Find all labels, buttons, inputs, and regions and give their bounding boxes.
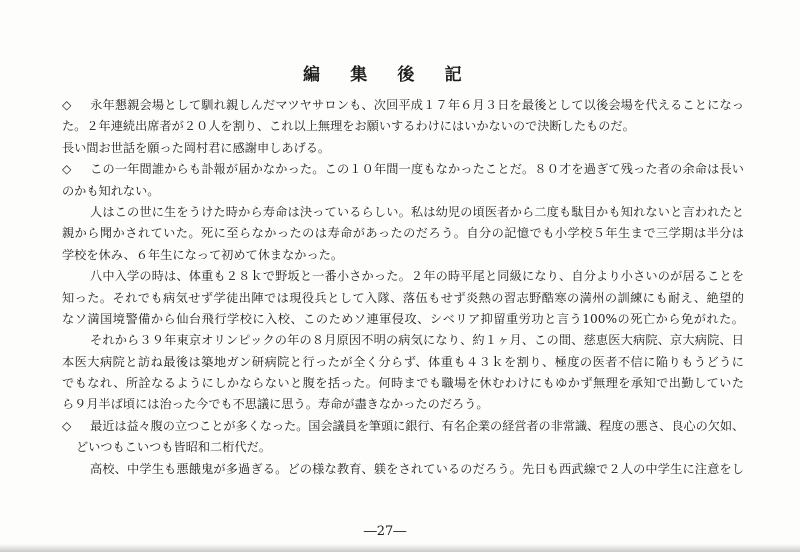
body-line: 知った。それでも病気せず学徒出陣では現役兵として入隊、落伍もせず炎熱の習志野酷寒の満州の訓練にも耐え、絶望的 [62, 290, 744, 305]
diamond-marker: ◇ [62, 162, 72, 177]
body-line-text: 永年懇親会場として馴れ親しんだマツヤサロンも、次回平成１７年６月３日を最後として以後会場を代えることになっ [90, 98, 744, 112]
body-line: でもなれ、所詮なるようにしかならないと腹を括った。何時までも職場を休むわけにもゆかず無理を承知で出勤していた [62, 376, 744, 391]
body-line [62, 95, 744, 116]
body-text [62, 95, 744, 480]
page-title: 編 集 後 記 [303, 65, 469, 85]
body-line: どいつもこいつも皆昭和二桁代だ。 [76, 440, 271, 455]
body-line-text: この一年間誰からも訃報が届かなかった。この１０年間一度もなかったことだ。８０才を過ぎて残った者の余命は長い [90, 162, 744, 177]
body-line: なソ満国境警備から仙台飛行学校に入校、このためソ連軍侵攻、シベリア抑留重労功と言う100%の死亡から免がれた。 [62, 311, 744, 326]
body-line: 本医大病院と訪ね最後は築地ガン研病院と行ったが全く分らず、体重も４３ｋを割り、極度の医者不信に陥りもうどうに [62, 354, 744, 369]
body-line: ら９月半ば頃には治った今でも不思議に思う。寿命が盡きなかったのだろう。 [62, 397, 489, 412]
body-line [62, 416, 744, 437]
body-line: のかも知れない。 [62, 183, 160, 198]
body-line: 八中入学の時は、体重も２８ｋで野坂と一番小さかった。２年の時平尾と同級になり、自分より小さいのが居ることを [90, 269, 744, 284]
body-line [62, 159, 744, 180]
body-line: 長い間お世話を願った岡村君に感謝申しあげる。 [62, 140, 331, 155]
diamond-marker: ◇ [62, 418, 72, 433]
scan-shadow [0, 544, 800, 552]
body-line-text: 最近は益々腹の立つことが多くなった。国会議員を筆頭に銀行、有名企業の経営者の非常識、程度の悪さ、良心の欠如、 [90, 418, 744, 433]
page-number: ―27― [363, 524, 407, 539]
body-line: 人はこの世に生をうけた時から寿命は決っているらしい。私は幼児の頃医者から二度も駄目かも知れないと言われたと [90, 204, 744, 219]
diamond-marker: ◇ [62, 98, 72, 112]
body-line: 学校を休み、６年生になって初めて休まなかった。 [62, 247, 344, 262]
body-line: 高校、中学生も悪餓鬼が多過ぎる。どの様な教育、躾をされているのだろう。先日も西武線で２人の中学生に注意をし [90, 461, 744, 476]
body-line: それから３９年東京オリンピックの年の８月原因不明の病気になり、約１ヶ月、この間、慈恵医大病院、京大病院、日 [90, 333, 744, 348]
body-line: た。２年連続出席者が２０人を割り、これ以上無理をお願いするわけにはいかないので決断したものだ。 [62, 119, 635, 134]
body-line: 親から聞かされていた。死に至らなかったのは寿命があったのだろう。自分の記憶でも小学校５年生まで三学期は半分は [62, 226, 744, 241]
